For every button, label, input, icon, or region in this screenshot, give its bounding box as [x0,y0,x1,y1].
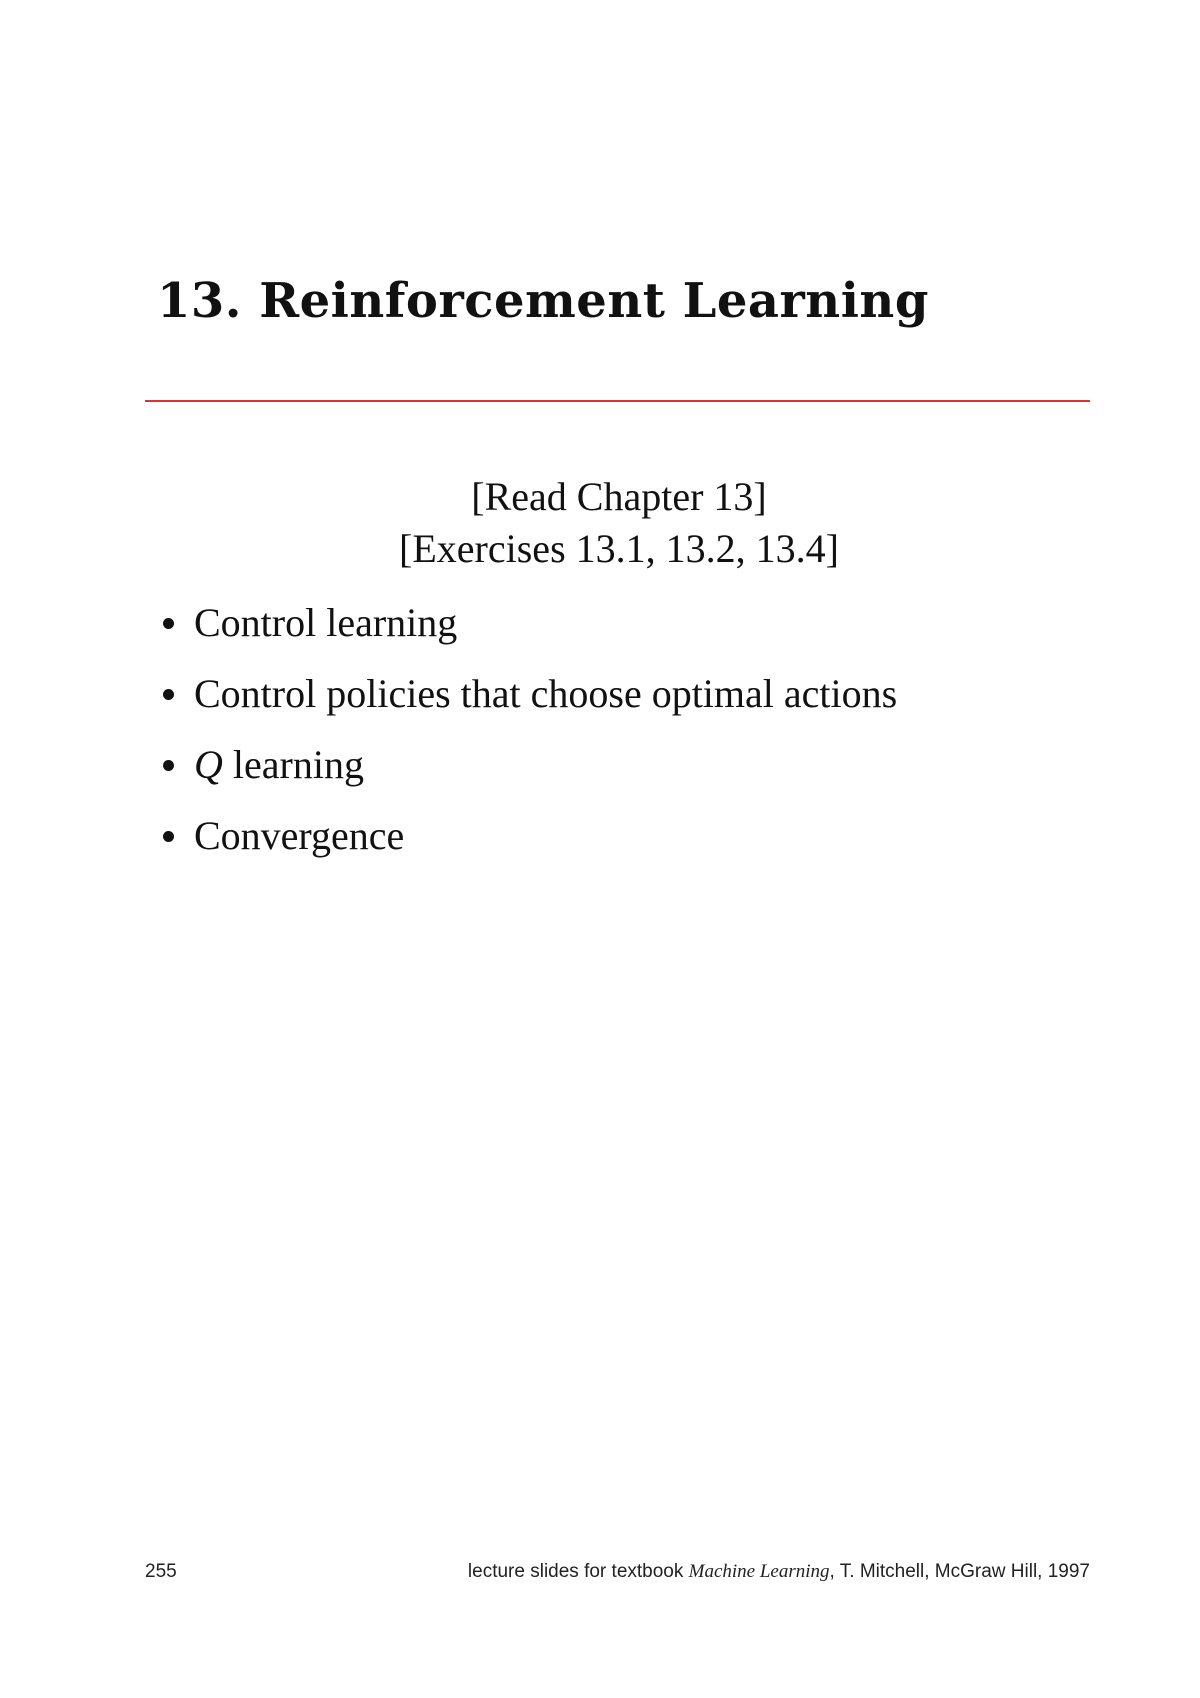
citation-suffix: , T. Mitchell, McGraw Hill, 1997 [829,1561,1090,1582]
list-item [163,737,897,808]
footer-citation [468,1560,1090,1584]
title-divider [145,400,1090,402]
list-item [163,808,897,879]
page-number: 255 [145,1561,177,1582]
reading-assignment: [Read Chapter 13] [471,474,767,519]
q-symbol: Q [194,742,223,787]
list-item-text: Convergence [194,813,405,858]
citation-prefix: lecture slides for textbook [467,1561,689,1582]
list-item [163,666,897,737]
bullet-icon [163,831,174,842]
bullet-icon [163,689,174,700]
list-item-text: learning [222,742,364,787]
list-item-text: Control policies that choose optimal actions [194,671,898,716]
slide-title: 13. Reinforcement Learning [157,273,929,329]
topic-list [163,595,897,879]
exercises-assignment: [Exercises 13.1, 13.2, 13.4] [399,526,839,571]
list-item [163,595,897,666]
bullet-icon [163,760,174,771]
list-item-text: Control learning [194,600,458,645]
book-title: Machine Learning [688,1561,830,1582]
bullet-icon [163,618,174,629]
